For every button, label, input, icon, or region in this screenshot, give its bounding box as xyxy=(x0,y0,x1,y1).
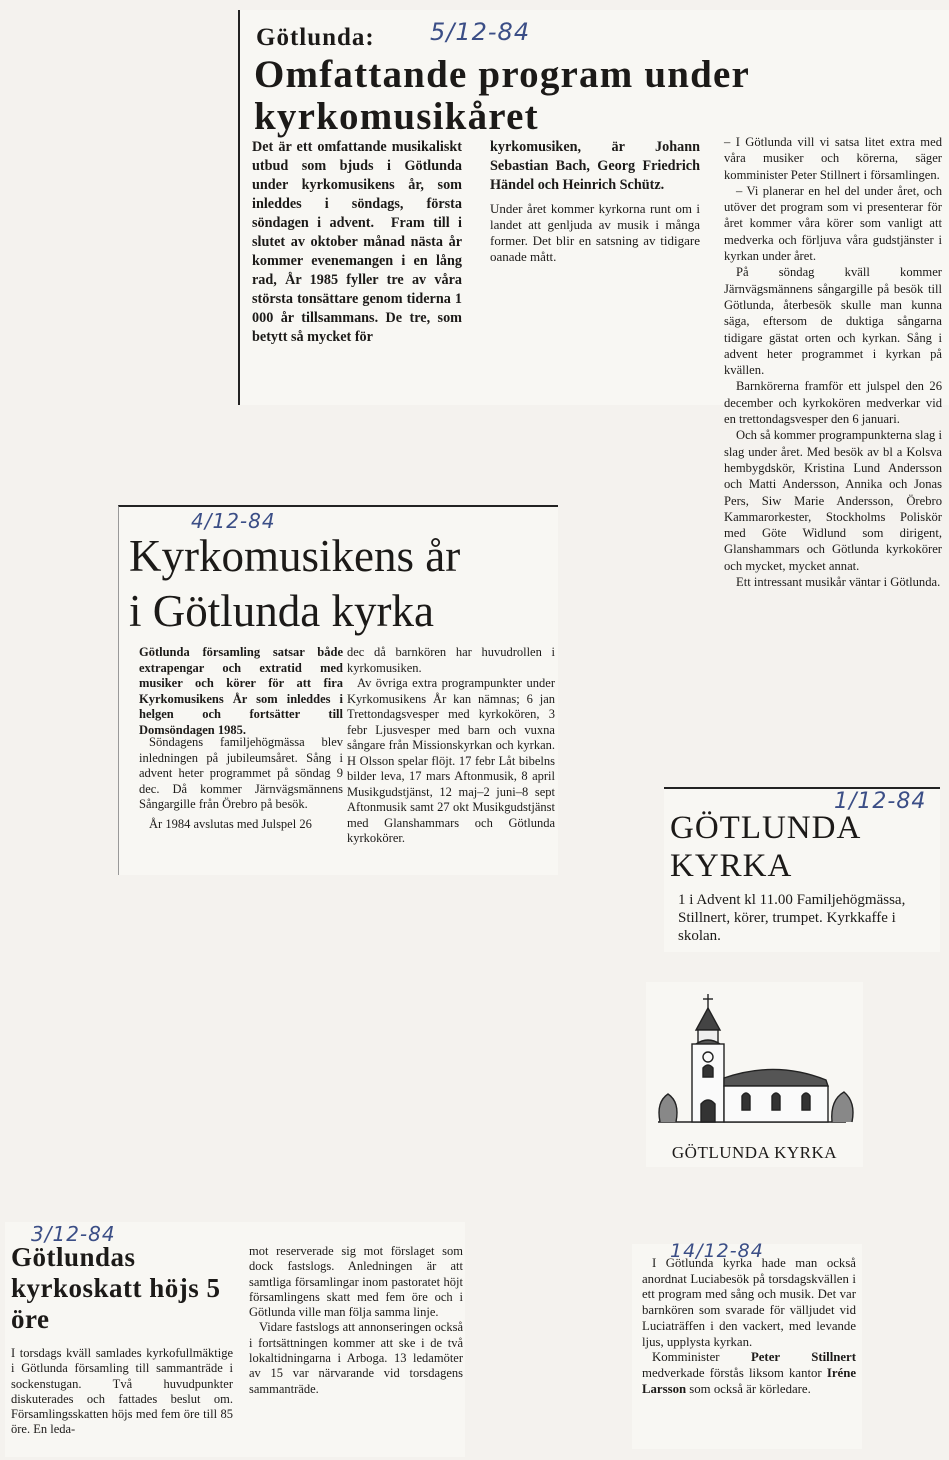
handwritten-date: 1/12-84 xyxy=(834,789,927,814)
notice-title-line-1: GÖTLUNDA xyxy=(670,810,862,846)
article-column-2 xyxy=(347,645,555,847)
paragraph: dec då barnkören har huvudrollen i kyrkomusiken. xyxy=(347,645,555,675)
article-luciabesok xyxy=(632,1240,862,1449)
paragraph: Ett intressant musikår väntar i Götlunda. xyxy=(736,575,941,590)
paragraph: mot reserverade sig mot förslaget som dock fastslogs. Anledningen är att samtliga församlingar inom pastoratet höjt församlingens skatt med fem öre och i Götlunda ville man följa samma linje. xyxy=(249,1244,463,1320)
notice-gotlunda-kyrka xyxy=(664,787,940,952)
illustration-caption: GÖTLUNDA KYRKA xyxy=(671,1143,838,1162)
paragraph xyxy=(642,1350,856,1397)
article-headline xyxy=(129,529,549,639)
church-drawing-icon xyxy=(646,982,863,1142)
person-name: Peter Stillnert xyxy=(750,1350,857,1365)
paragraph: Och så kommer programpunkterna slag i slag under året. Med besök av bl a Kolsva hembygdskör, Kristina Lund Andersson och Matti Andersson, Annika och Jonas Pers, Siw Marie Andersson, Örebro Kammarorkester, Stockholms Poliskör med Göte Widlund som dirigent, Glanshammars och Götlunda kyrkokörer och mycket, mycket annat. xyxy=(724,428,942,573)
paragraph: – Vi planerar en hel del under året, och utöver det program som vi presenterar för året kommer våra körer som vanligt att medverka och förljuva våra gudstjänster i kyrkan under året. xyxy=(724,183,942,264)
paragraph: – I Götlunda vill vi satsa litet extra med våra musiker och körerna, säger komminister Peter Stillnert i församlingen. xyxy=(724,135,942,182)
headline-line-2: i Götlunda kyrka xyxy=(129,586,434,636)
article-lead: Götlunda församling satsar både extrapengar och extratid med musiker och körer för att fira Kyrkomusikens År som inleddes i helgen och fortsätter till Domsöndagen 1985. xyxy=(139,645,343,737)
article-kyrkoskatt xyxy=(5,1222,465,1457)
notice-title-line-2: KYRKA xyxy=(670,848,793,884)
paragraph: Av övriga extra programpunkter under Kyrkomusikens År kan nämnas; 6 jan Trettondagsvesper med kyrkokören, 3 febr Ljusvesper med barn och vuxna sångare från Missionskyrkan och kyrkan. H Olsson spelar flöjt. 17 febr Låt bibelns bilder leva, 17 mars Aftonmusik, 8 april Musikgudstjänst, 12 maj–2 juni–8 sept Aftonmusik samt 27 okt Musikgudstjänst med Glanshammars och Götlunda kyrkokörer. xyxy=(347,676,555,845)
article-column-2 xyxy=(249,1244,463,1397)
column-text: Under året kommer kyrkorna runt om i landet att genljuda av musik i många former. Det blir en satsning av tidigare oanade mått. xyxy=(490,201,700,264)
article-body xyxy=(139,735,343,832)
handwritten-date: 14/12-84 xyxy=(670,1240,764,1262)
notice-title xyxy=(670,809,861,885)
text-span: Komminister xyxy=(652,1350,751,1365)
paragraph: Vidare fastslogs att annonseringen också i fortsättningen kommer att ske i de två lokaltidningarna i Arboga. 13 ledamöter av 15 var närvarande vid torsdagens sammanträde. xyxy=(249,1320,463,1396)
article-kicker: Götlunda: xyxy=(256,24,375,51)
handwritten-date: 5/12-84 xyxy=(430,18,531,46)
paragraph: Barnkörerna framför ett julspel den 26 december och kyrkokören medverkar vid en trettondagsvesper den 6 januari. xyxy=(724,379,942,427)
church-illustration-clip xyxy=(646,982,863,1167)
paragraph: I Götlunda kyrka hade man också anordnat Luciabesök på torsdagskvällen i ett program med sång och musik. Det var barnkören som svarade för välljudet vid Luciaträffen i den vackert, med levande ljus, upplysta kyrkan. xyxy=(642,1256,856,1349)
article-column-1 xyxy=(252,138,462,347)
article-headline: Götlundas kyrkoskatt höjs 5 öre xyxy=(11,1242,221,1334)
paragraph: År 1984 avslutas med Julspel 26 xyxy=(149,816,312,831)
text-span: medverkade förstås liksom kantor xyxy=(642,1365,827,1380)
article-omfattande-program xyxy=(238,10,949,590)
article-headline: Omfattande program under kyrkomusikåret xyxy=(254,53,750,138)
article-kyrkomusikens-ar xyxy=(118,505,558,875)
notice-details: 1 i Advent kl 11.00 Familjehögmässa, Stillnert, körer, trumpet. Kyrkkaffe i skolan. xyxy=(678,892,906,944)
article-body: I torsdags kväll samlades kyrkofullmäktige i Götlunda församling till sammanträde i sockenstugan. Två huvudpunkter diskuterades och fattades beslut om. Församlingsskatten höjs med fem öre till 85 öre. En leda- xyxy=(11,1346,233,1437)
column-text: Det är ett omfattande musikaliskt utbud som bjuds i Götlunda under kyrkomusikens år, som inleddes i söndags, första söndagen i advent. Fram till i slutet av oktober månad nästa år kommer evenemangen i en lång rad, År 1985 fyller tre av våra största tonsättare genom tiderna 1 000 år tillsammans. De tre, som betytt så mycket för xyxy=(252,139,462,345)
handwritten-date: 3/12-84 xyxy=(31,1222,116,1246)
paragraph: På söndag kväll kommer Järnvägsmännens sångargille på besök till Götlunda, återbesök skulle man kunna säga, eftersom de duktiga sångarna tidigare gästat orten och kyrkan. Sång i advent heter programmet i kyrkan på kvällen. xyxy=(724,265,942,378)
article-body xyxy=(642,1256,856,1397)
person-name: Iréne Larsson xyxy=(642,1365,856,1396)
text-span: som också är körledare. xyxy=(686,1381,811,1396)
paragraph: Söndagens familjehögmässa blev inledningen på jubileumsåret. Sång i advent heter programmet på söndag 9 dec. Då kommer Järnvägsmännens Sångargille från Örebro på besök. xyxy=(139,735,343,811)
column-text-bold: kyrkomusiken, är Johann Sebastian Bach, Georg Friedrich Händel och Heinrich Schütz. xyxy=(490,139,700,193)
handwritten-date: 4/12-84 xyxy=(191,509,276,533)
article-column-2 xyxy=(490,138,700,265)
article-column-3 xyxy=(724,134,942,590)
headline-line-1: Kyrkomusikens år xyxy=(129,531,461,581)
